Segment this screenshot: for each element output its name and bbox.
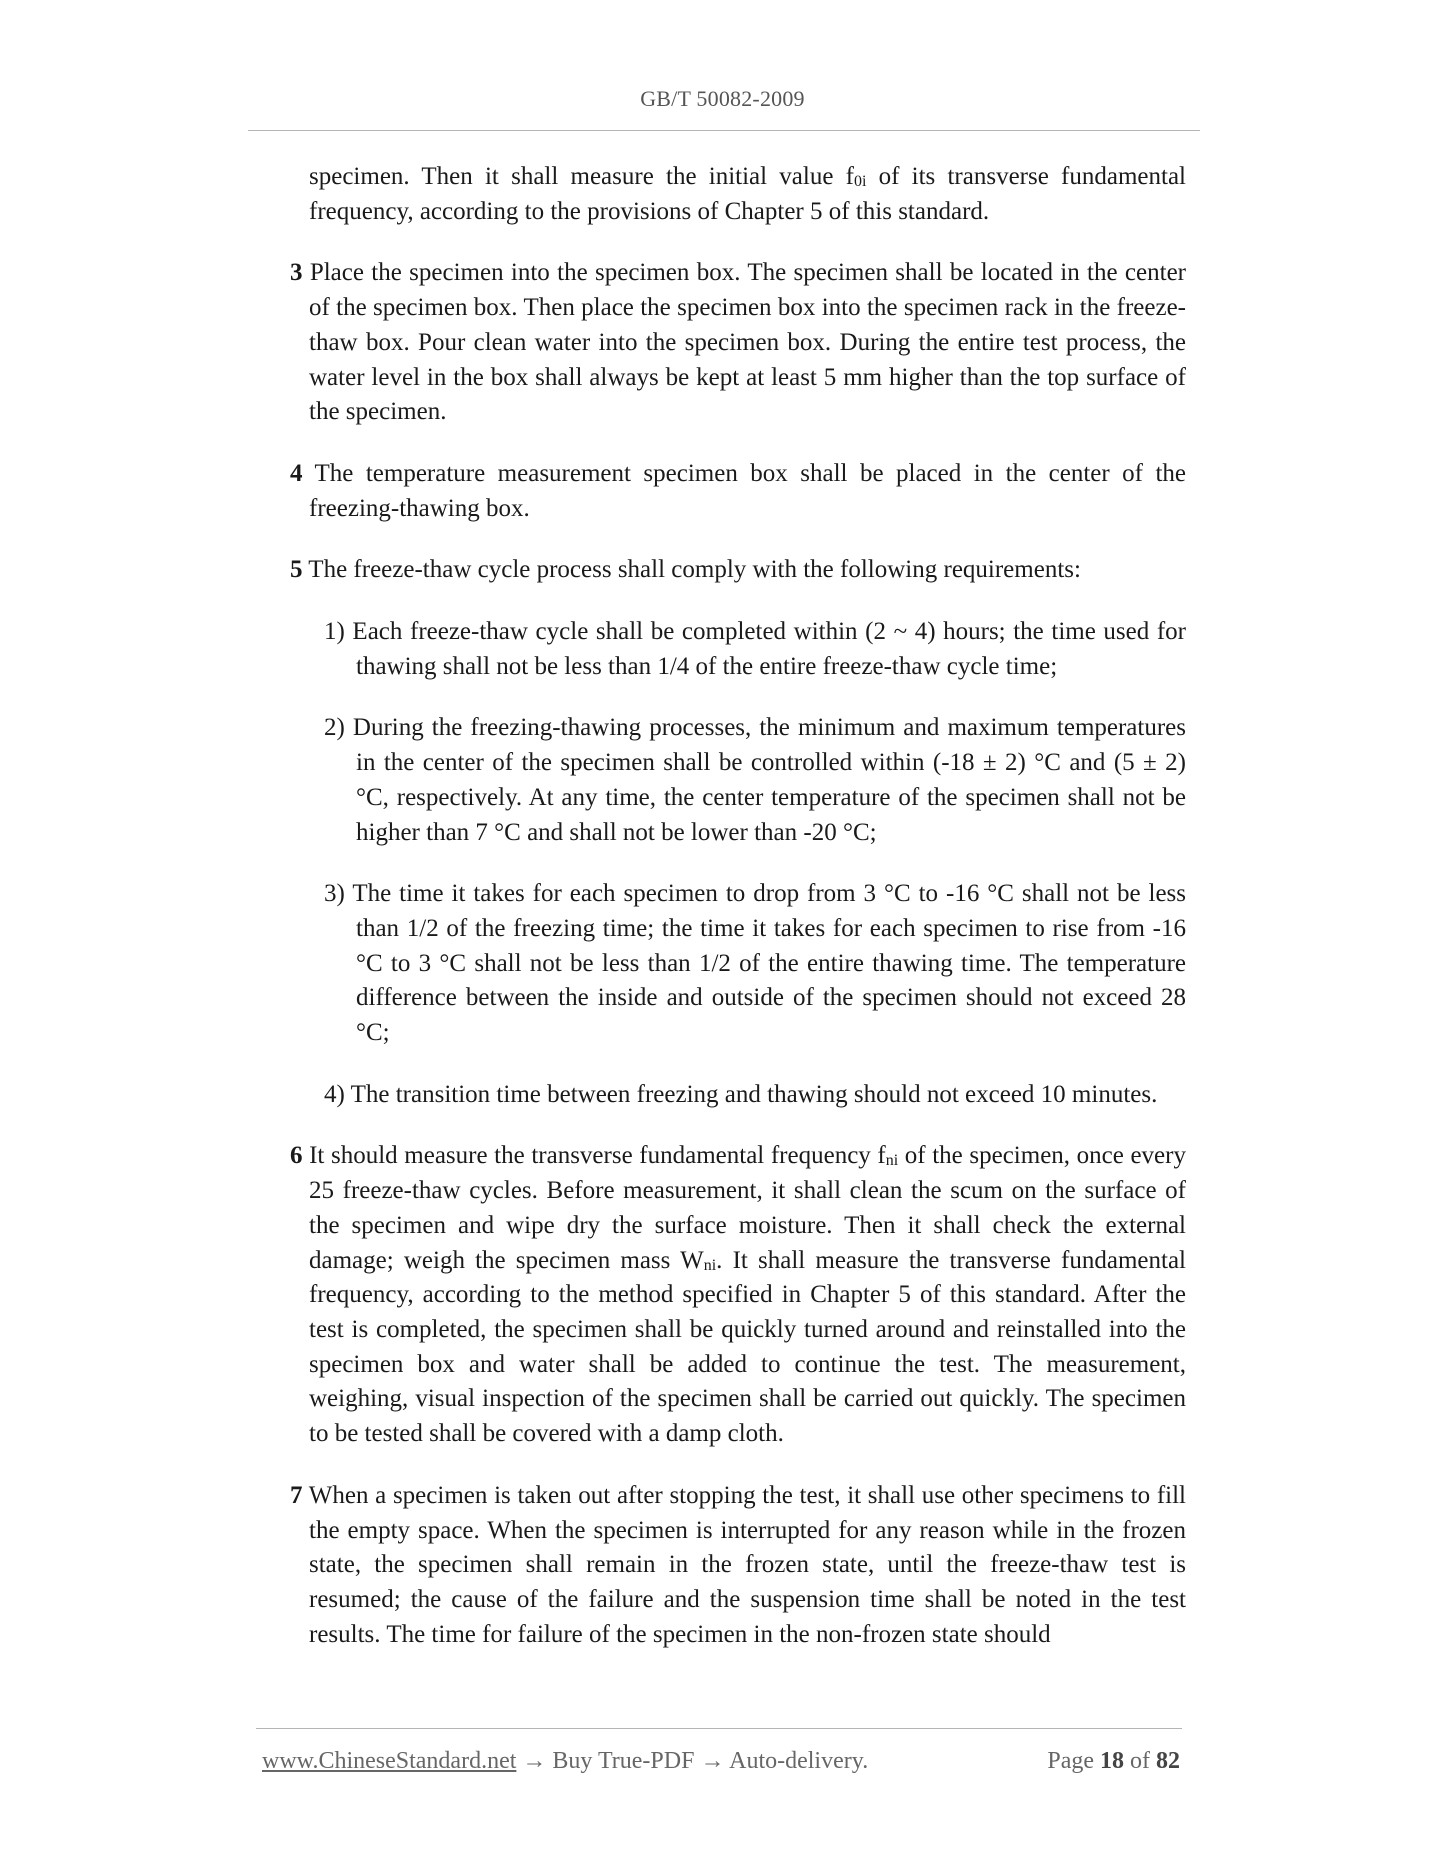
site-link[interactable]: www.ChineseStandard.net (262, 1748, 517, 1774)
item-number: 6 (290, 1142, 303, 1170)
item-text: The freeze-thaw cycle process shall comply with the following requirements: (302, 556, 1081, 584)
item-number: 5 (290, 556, 303, 584)
sub-item-3: 3) The time it takes for each specimen to drop from 3 °C to -16 °C shall not be less than 1/2 of the freezing time; the time it takes for each specimen to rise from -16 °C to 3 °C shall not be less than 1/2 of the entire thawing time. The temperature difference between the inside and outside of the specimen should not exceed 28 °C; (324, 880, 1186, 1047)
item-text: The temperature measurement specimen box shall be placed in the center of the freezing-thawing box. (302, 459, 1186, 522)
item-text: . It shall measure the transverse fundamental frequency, according to the method specified in Chapter 5 of this standard. After the test is completed, the specimen shall be quickly turned around and reinstalled into the specimen box and water shall be added to continue the test. The measurement, weighing, visual inspection of the specimen shall be carried out quickly. The specimen to be tested shall be covered with a damp cloth. (309, 1246, 1186, 1448)
clause-item-6 (290, 1139, 1186, 1451)
paragraph-text: of its transverse fundamental frequency, according to the provisions of Chapter 5 of this standard. (309, 163, 1186, 225)
page-footer (262, 1748, 1180, 1775)
page-indicator (1047, 1748, 1180, 1775)
subscript: ni (703, 1256, 717, 1274)
item-text: When a specimen is taken out after stopping the test, it shall use other specimens to fill the empty space. When the specimen is interrupted for any reason while in the frozen state, the specimen shall remain in the frozen state, until the freeze-thaw test is resumed; the cause of the failure and the suspension time shall be noted in the test results. The time for failure of the specimen in the non-frozen state should (302, 1481, 1186, 1648)
header-divider (248, 130, 1200, 131)
sub-item-2: 2) During the freezing-thawing processes, the minimum and maximum temperatures in the center of the specimen shall be controlled within (-18 ± 2) °C and (5 ± 2) °C, respectively. At any time, the center temperature of the specimen shall not be higher than 7 °C and shall not be lower than -20 °C; (324, 714, 1186, 846)
subscript: 0i (853, 173, 867, 190)
subscript: ni (885, 1152, 899, 1170)
page-label: Page (1047, 1748, 1094, 1774)
clause-item-7 (290, 1479, 1186, 1653)
page-of: of (1130, 1748, 1150, 1774)
clause-item-5 (290, 553, 1186, 588)
item-number: 4 (290, 459, 303, 487)
footer-divider (256, 1728, 1182, 1729)
item-number: 7 (290, 1481, 303, 1509)
clause-item-3 (290, 256, 1186, 430)
document-header: GB/T 50082-2009 (640, 86, 805, 111)
clause-item-4 (290, 457, 1186, 526)
sub-item-4: 4) The transition time between freezing and thawing should not exceed 10 minutes. (324, 1080, 1158, 1108)
item-number: 3 (290, 259, 303, 287)
paragraph-text: specimen. Then it shall measure the initial value f (309, 163, 854, 190)
page-current: 18 (1100, 1748, 1124, 1774)
page-body (290, 160, 1186, 1652)
item-text: Place the specimen into the specimen box. The specimen shall be located in the center of the specimen box. Then place the specimen box into the specimen rack in the freeze-thaw box. Pour clean water into the specimen box. During the entire test process, the water level in the box shall always be kept at least 5 mm higher than the top surface of the specimen. (302, 259, 1186, 426)
promo-text: → Buy True-PDF → Auto-delivery. (516, 1748, 869, 1774)
sub-item-1: 1) Each freeze-thaw cycle shall be completed within (2 ~ 4) hours; the time used for thawing shall not be less than 1/4 of the entire freeze-thaw cycle time; (324, 618, 1186, 680)
page-total: 82 (1156, 1748, 1180, 1774)
continued-paragraph (290, 160, 1186, 229)
footer-promo (262, 1748, 868, 1775)
item-text: It should measure the transverse fundamental frequency f (302, 1142, 886, 1170)
item-text: of the specimen, once every 25 freeze-thaw cycles. Before measurement, it shall clean the scum on the surface of the specimen and wipe dry the surface moisture. Then it shall check the external damage; weigh the specimen mass W (309, 1142, 1186, 1274)
